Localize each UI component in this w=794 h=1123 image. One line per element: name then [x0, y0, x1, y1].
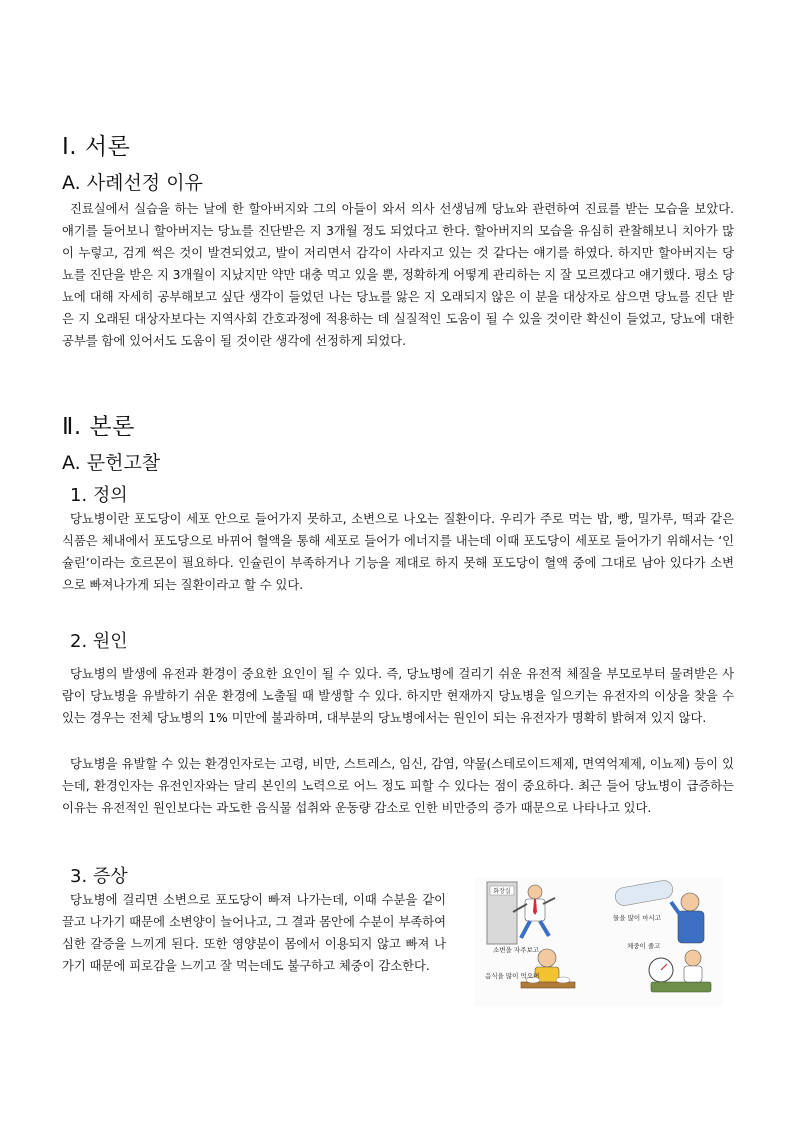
paragraph-definition: 당뇨병이란 포도당이 세포 안으로 들어가지 못하고, 소변으로 나오는 질환이다. 우리가 주로 먹는 밥, 빵, 밀가루, 떡과 같은 식품은 체내에서 포도당으로 바뀌어 혈액을 통해 세포로 들어가 에너지를 내는데 이때 포도당이 세포로 들어가기 위해서는 ‘인슐린’이라는 호르몬이 필요하다. 인슐린이 부족하거나 기능을 제대로 하지 못해 포도당이 혈액 중에 그대로 남아 있다가 소변으로 빠져나가게 되는 질환이라고 할 수 있다. [62, 512, 734, 592]
heading-definition: 1. 정의 [70, 485, 128, 506]
paragraph-case-selection: 진료실에서 실습을 하는 날에 한 할아버지와 그의 아들이 와서 의사 선생님께 당뇨와 관련하여 진료를 받는 모습을 보았다. 얘기를 들어보니 할아버지는 당뇨를 진단받은 지 3개월 정도 되었다고 한다. 할아버지의 모습을 유심히 관찰해보니 치아가 많이 누렇고, 검게 썩은 것이 발견되었고, 발이 저리면서 감각이 사라지고 있는 것 같다는 얘기를 하였다. 하지만 할아버지는 당뇨를 진단을 받은 지 3개월이 지났지만 약만 대충 먹고 있을 뿐, 정확하게 어떻게 관리하는 지 잘 모르겠다고 얘기했다. 평소 당뇨에 대해 자세히 공부해보고 싶단 생각이 들었던 나는 당뇨를 앓은 지 오래되지 않은 이 분을 대상자로 삼으면 당뇨를 진단 받은 지 오래된 대상자보다는 지역사회 간호과정에 적용하는 데 실질적인 도움이 될 수 있을 것이란 확신이 들었고, 당뇨에 대한 공부를 함에 있어서도 도움이 될 것이란 생각에 선정하게 되었다. [62, 202, 734, 348]
urine-label: 소변을 자주보고 [493, 946, 540, 954]
paragraph-cause-1: 당뇨병의 발생에 유전과 환경이 중요한 요인이 될 수 있다. 즉, 당뇨병에 걸리기 쉬운 유전적 체질을 부모로부터 물려받은 사람이 당뇨병을 유발하기 쉬운 환경에 노출될 때 발생할 수 있다. 하지만 현재까지 당뇨병을 일으키는 유전자의 이상을 찾을 수 있는 경우는 전체 당뇨병의 1% 미만에 불과하며, 대부분의 당뇨병에서는 원인이 되는 유전자가 명확히 밝혀져 있지 않다. [62, 667, 734, 725]
paragraph-symptom: 당뇨병에 걸리면 소변으로 포도당이 빠져 나가는데, 이때 수분을 같이 끌고 나가기 때문에 소변양이 늘어나고, 그 결과 몸안에 수분이 부족하여 심한 갈증을 느끼게 된다. 또한 영양분이 몸에서 이용되지 않고 빠져 나가기 때문에 피로감을 느끼고 잘 먹는데도 불구하고 체중이 감소한다. [62, 893, 446, 973]
paragraph-cause-2: 당뇨병을 유발할 수 있는 환경인자로는 고령, 비만, 스트레스, 임신, 감염, 약물(스테로이드제제, 면역억제제, 이뇨제) 등이 있는데, 환경인자는 유전인자와는 달리 본인의 노력으로 어느 정도 피할 수 있다는 점이 중요하다. 최근 들어 당뇨병이 급증하는 이유는 유전적인 원인보다는 과도한 음식물 섭취와 운동량 감소로 인한 비만증의 증가 때문으로 나타나고 있다. [62, 757, 734, 815]
section-heading-body: Ⅱ. 본론 [62, 414, 135, 440]
sub-heading-case-selection: A. 사례선정 이유 [62, 172, 203, 194]
eat-label: 음식을 많이 먹으며 [485, 972, 540, 980]
weight-label: 체중이 줄고 [627, 942, 661, 950]
heading-symptom: 3. 증상 [70, 866, 128, 887]
heading-cause: 2. 원인 [70, 631, 128, 652]
door-sign-text: 화장실 [493, 888, 511, 895]
section-heading-intro: Ⅰ. 서론 [62, 134, 131, 160]
drink-label: 물을 많이 마시고 [613, 914, 662, 922]
diabetes-symptoms-illustration [475, 878, 723, 1006]
sub-heading-literature-review: A. 문헌고찰 [62, 452, 161, 474]
